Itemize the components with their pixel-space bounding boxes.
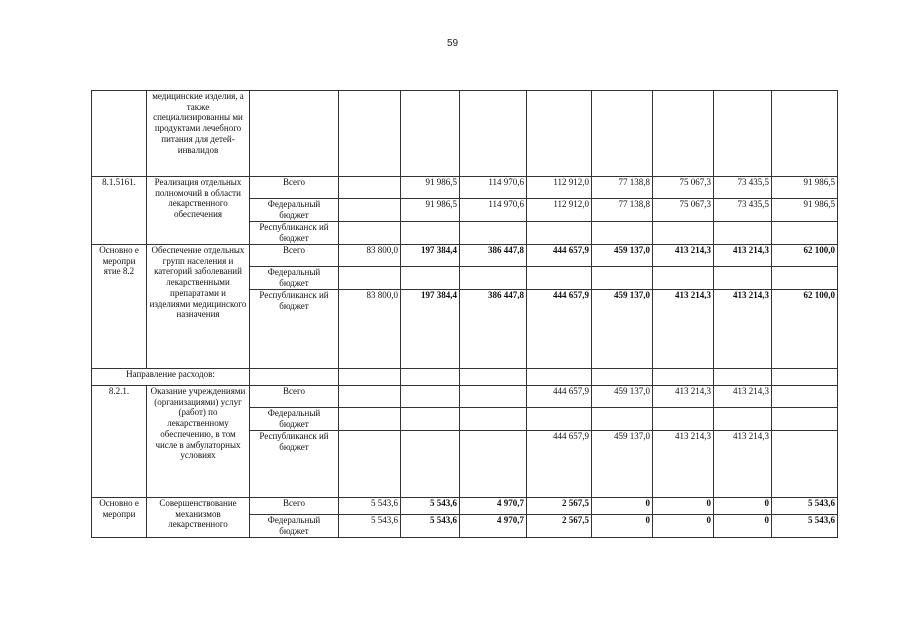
value-cell	[339, 386, 401, 408]
row-name: Совершенствование механизмов лекарственного	[147, 498, 250, 538]
value-cell	[653, 267, 714, 290]
value-cell	[460, 91, 527, 177]
value-cell: 444 657,9	[527, 386, 592, 408]
funding-source: Республиканск ий бюджет	[250, 290, 339, 369]
value-cell: 5 543,6	[339, 498, 401, 515]
value-cell: 0	[653, 498, 714, 515]
value-cell	[772, 386, 838, 408]
value-cell: 4 970,7	[460, 515, 527, 538]
funding-source: Федеральный бюджет	[250, 267, 339, 290]
value-cell	[592, 91, 653, 177]
value-cell: 444 657,9	[527, 245, 592, 267]
value-cell: 197 384,4	[401, 290, 460, 369]
value-cell	[714, 267, 772, 290]
empty-cell	[527, 369, 592, 386]
value-cell	[460, 431, 527, 498]
value-cell: 413 214,3	[653, 290, 714, 369]
table-row	[92, 369, 838, 386]
value-cell	[772, 91, 838, 177]
empty-cell	[401, 369, 460, 386]
value-cell	[401, 222, 460, 245]
value-cell	[401, 91, 460, 177]
value-cell: 459 137,0	[592, 290, 653, 369]
value-cell: 459 137,0	[592, 245, 653, 267]
value-cell	[401, 431, 460, 498]
row-code: 8.2.1.	[92, 386, 147, 498]
value-cell	[592, 222, 653, 245]
value-cell: 444 657,9	[527, 431, 592, 498]
value-cell	[460, 408, 527, 431]
empty-cell	[772, 369, 838, 386]
value-cell: 77 138,8	[592, 177, 653, 199]
value-cell: 459 137,0	[592, 386, 653, 408]
empty-cell	[339, 369, 401, 386]
funding-source: Федеральный бюджет	[250, 408, 339, 431]
value-cell: 112 912,0	[527, 199, 592, 222]
value-cell: 75 067,3	[653, 199, 714, 222]
value-cell	[401, 408, 460, 431]
value-cell: 2 567,5	[527, 498, 592, 515]
value-cell: 62 100,0	[772, 245, 838, 267]
value-cell	[772, 267, 838, 290]
value-cell: 75 067,3	[653, 177, 714, 199]
value-cell: 112 912,0	[527, 177, 592, 199]
value-cell	[527, 222, 592, 245]
value-cell: 62 100,0	[772, 290, 838, 369]
value-cell: 197 384,4	[401, 245, 460, 267]
value-cell	[339, 177, 401, 199]
row-code: Основно е меропри ятие 8.2	[92, 245, 147, 369]
value-cell: 83 800,0	[339, 245, 401, 267]
value-cell	[401, 267, 460, 290]
value-cell: 386 447,8	[460, 290, 527, 369]
table-row	[92, 245, 838, 267]
empty-cell	[714, 369, 772, 386]
value-cell	[401, 386, 460, 408]
value-cell: 91 986,5	[772, 177, 838, 199]
value-cell: 0	[592, 498, 653, 515]
value-cell: 0	[714, 498, 772, 515]
value-cell	[460, 222, 527, 245]
table-row	[92, 498, 838, 515]
funding-source: Всего	[250, 245, 339, 267]
value-cell: 91 986,5	[401, 177, 460, 199]
funding-source: Федеральный бюджет	[250, 515, 339, 538]
empty-cell	[592, 369, 653, 386]
value-cell	[339, 91, 401, 177]
value-cell	[772, 222, 838, 245]
value-cell	[339, 222, 401, 245]
value-cell: 459 137,0	[592, 431, 653, 498]
value-cell: 73 435,5	[714, 177, 772, 199]
value-cell	[653, 91, 714, 177]
table-row	[92, 91, 838, 177]
value-cell: 83 800,0	[339, 290, 401, 369]
value-cell: 386 447,8	[460, 245, 527, 267]
value-cell: 5 543,6	[772, 515, 838, 538]
value-cell	[714, 222, 772, 245]
value-cell	[772, 408, 838, 431]
row-name: медицинские изделия, а также специализированны ми продуктами лечебного питания для детей-инвалидов	[147, 91, 250, 177]
funding-source: Всего	[250, 498, 339, 515]
value-cell: 5 543,6	[772, 498, 838, 515]
value-cell: 413 214,3	[653, 386, 714, 408]
value-cell: 114 970,6	[460, 199, 527, 222]
funding-source: Всего	[250, 386, 339, 408]
value-cell	[339, 408, 401, 431]
value-cell: 5 543,6	[401, 515, 460, 538]
funding-source	[250, 91, 339, 177]
table-row	[92, 386, 838, 408]
expense-direction-label: Направление расходов:	[92, 369, 250, 386]
value-cell	[653, 408, 714, 431]
value-cell	[339, 267, 401, 290]
value-cell: 4 970,7	[460, 498, 527, 515]
value-cell	[460, 386, 527, 408]
value-cell: 5 543,6	[339, 515, 401, 538]
empty-cell	[653, 369, 714, 386]
row-code	[92, 91, 147, 177]
value-cell	[772, 431, 838, 498]
table-body	[92, 91, 838, 538]
value-cell	[714, 408, 772, 431]
value-cell: 2 567,5	[527, 515, 592, 538]
value-cell: 114 970,6	[460, 177, 527, 199]
page-number: 59	[446, 38, 459, 49]
value-cell: 73 435,5	[714, 199, 772, 222]
value-cell	[339, 199, 401, 222]
value-cell: 91 986,5	[401, 199, 460, 222]
row-code: 8.1.5161.	[92, 177, 147, 245]
empty-cell	[250, 369, 339, 386]
value-cell: 444 657,9	[527, 290, 592, 369]
row-name: Реализация отдельных полномочий в области лекарственного обеспечения	[147, 177, 250, 245]
value-cell: 77 138,8	[592, 199, 653, 222]
table-row	[92, 177, 838, 199]
value-cell	[527, 267, 592, 290]
value-cell: 413 214,3	[714, 290, 772, 369]
funding-source: Всего	[250, 177, 339, 199]
value-cell: 413 214,3	[653, 245, 714, 267]
funding-source: Республиканск ий бюджет	[250, 222, 339, 245]
row-name: Оказание учреждениями (организациями) услуг (работ) по лекарственному обеспечению, в том числе в амбулаторных условиях	[147, 386, 250, 498]
value-cell	[653, 222, 714, 245]
value-cell: 413 214,3	[714, 431, 772, 498]
empty-cell	[460, 369, 527, 386]
value-cell	[592, 408, 653, 431]
value-cell	[527, 91, 592, 177]
value-cell	[460, 267, 527, 290]
value-cell: 0	[714, 515, 772, 538]
budget-table	[91, 90, 838, 538]
value-cell	[592, 267, 653, 290]
value-cell: 91 986,5	[772, 199, 838, 222]
value-cell	[714, 91, 772, 177]
value-cell: 413 214,3	[714, 386, 772, 408]
row-code: Основно е меропри	[92, 498, 147, 538]
value-cell: 0	[592, 515, 653, 538]
value-cell: 413 214,3	[714, 245, 772, 267]
value-cell: 413 214,3	[653, 431, 714, 498]
funding-source: Федеральный бюджет	[250, 199, 339, 222]
row-name: Обеспечение отдельных групп населения и категорий заболеваний лекарственными препаратами и изделиями медицинского назначения	[147, 245, 250, 369]
value-cell	[339, 431, 401, 498]
value-cell: 5 543,6	[401, 498, 460, 515]
funding-source: Республиканск ий бюджет	[250, 431, 339, 498]
value-cell: 0	[653, 515, 714, 538]
value-cell	[527, 408, 592, 431]
